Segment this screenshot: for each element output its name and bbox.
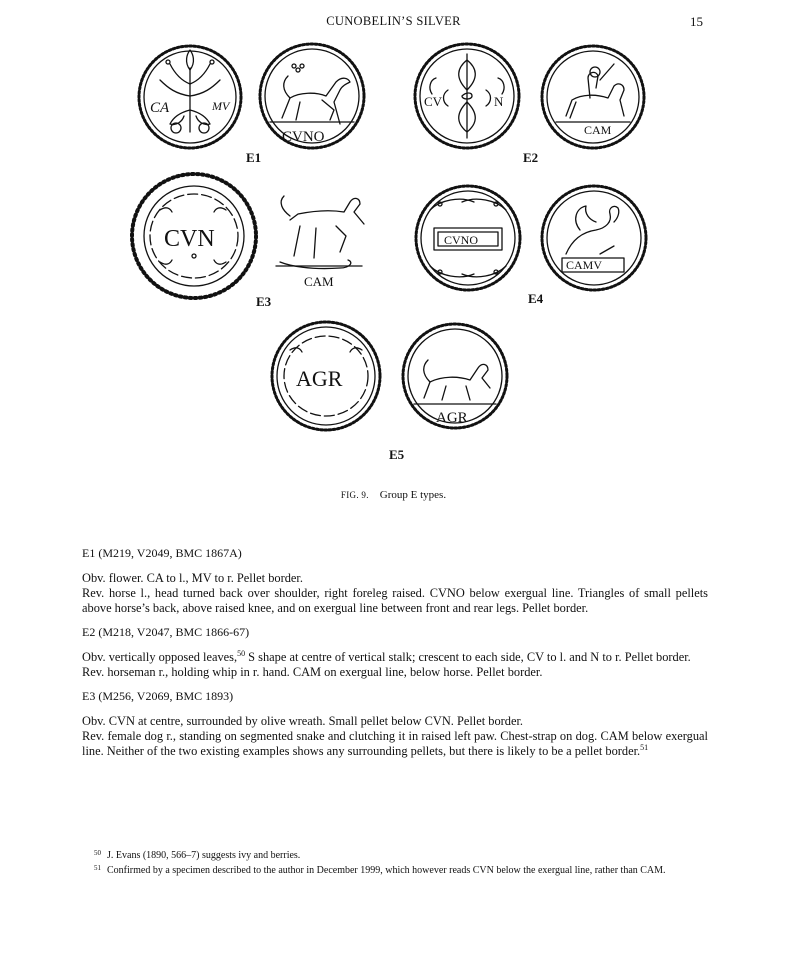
e1-rev-legend: CVNO — [282, 129, 325, 145]
entry-e3-obverse: Obv. CVN at centre, surrounded by olive wreath. Small pellet below CVN. Pellet border. — [82, 714, 524, 728]
entry-e2-reverse: Rev. horseman r., holding whip in r. hand. CAM on exergual line, below horse. Pellet border. — [82, 665, 543, 679]
entry-e3-heading: E3 (M256, V2069, BMC 1893) — [82, 689, 234, 703]
entry-e1-body — [82, 571, 708, 616]
e2-obv-legend-left: CV — [424, 94, 443, 109]
entry-e2-body — [82, 650, 708, 680]
footnote-ref-50[interactable]: 50 — [237, 649, 246, 658]
footnote-50 — [82, 847, 708, 862]
caption-fig-number: FIG. 9. — [340, 490, 369, 500]
label-e2: E2 — [523, 150, 539, 165]
coin-e1-obverse — [139, 46, 241, 148]
e3-rev-legend: CAM — [304, 274, 334, 289]
e2-obv-legend-right: N — [494, 94, 504, 109]
entry-e1-heading: E1 (M219, V2049, BMC 1867A) — [82, 546, 242, 560]
entry-e1-reverse: Rev. horse l., head turned back over shoulder, right foreleg raised. CVNO below exergual line. Triangles of small pellets above horse’s back, above raised knee, and on exergual line between front and rear legs. Pellet border. — [82, 586, 708, 615]
entry-e2-heading: E2 (M218, V2047, BMC 1866-67) — [82, 625, 250, 639]
entry-e3-reverse — [82, 729, 708, 759]
footnote-51 — [82, 862, 708, 877]
entry-e1-obverse: Obv. flower. CA to l., MV to r. Pellet border. — [82, 571, 303, 585]
entry-e2-obverse — [82, 650, 708, 665]
label-e5: E5 — [389, 447, 405, 462]
label-e1: E1 — [246, 150, 262, 165]
footnote-51-number: 51 — [94, 864, 101, 872]
e3-obv-legend: CVN — [164, 226, 215, 252]
entry-e2-obverse-b: S shape at centre of vertical stalk; crescent to each side, CV to l. and N to r. Pellet border. — [245, 650, 691, 664]
entry-e3-body — [82, 714, 708, 759]
running-head: CUNOBELIN’S SILVER — [326, 14, 461, 28]
e5-obv-legend: AGR — [296, 366, 343, 391]
e1-obv-legend-right: MV — [212, 99, 230, 113]
e2-rev-legend: CAM — [584, 123, 612, 137]
footnote-51-text: Confirmed by a specimen described to the author in December 1999, which however reads CVN below the exergual line, rather than CAM. — [107, 865, 666, 876]
type-entries — [82, 546, 708, 768]
footnotes — [82, 847, 708, 877]
figure-caption — [0, 489, 787, 501]
e4-rev-legend: CAMV — [566, 258, 603, 272]
label-e4: E4 — [528, 291, 544, 306]
e4-obv-legend: CVNO — [444, 233, 479, 247]
entry-e2-obverse-a: Obv. vertically opposed leaves, — [82, 650, 238, 664]
coin-e3-reverse — [276, 196, 364, 269]
footnote-50-number: 50 — [94, 849, 101, 857]
e1-obv-legend-left: CA — [150, 100, 170, 116]
footnote-50-text: J. Evans (1890, 566–7) suggests ivy and berries. — [107, 850, 301, 861]
label-e3: E3 — [256, 294, 272, 309]
page-number: 15 — [690, 14, 703, 29]
e5-rev-legend: AGR — [436, 410, 468, 426]
figure-plate — [0, 40, 787, 470]
footnote-ref-51[interactable]: 51 — [640, 743, 649, 752]
entry-e3-reverse-text: Rev. female dog r., standing on segmented snake and clutching it in raised left paw. Chest-strap on dog. CAM below exergual line. Neither of the two existing examples shows any surrounding pellets, but there is likely to be a pellet border. — [82, 729, 708, 758]
caption-text: Group E types. — [379, 489, 447, 501]
coin-e4-reverse — [542, 186, 646, 290]
coin-drawings — [0, 40, 787, 470]
